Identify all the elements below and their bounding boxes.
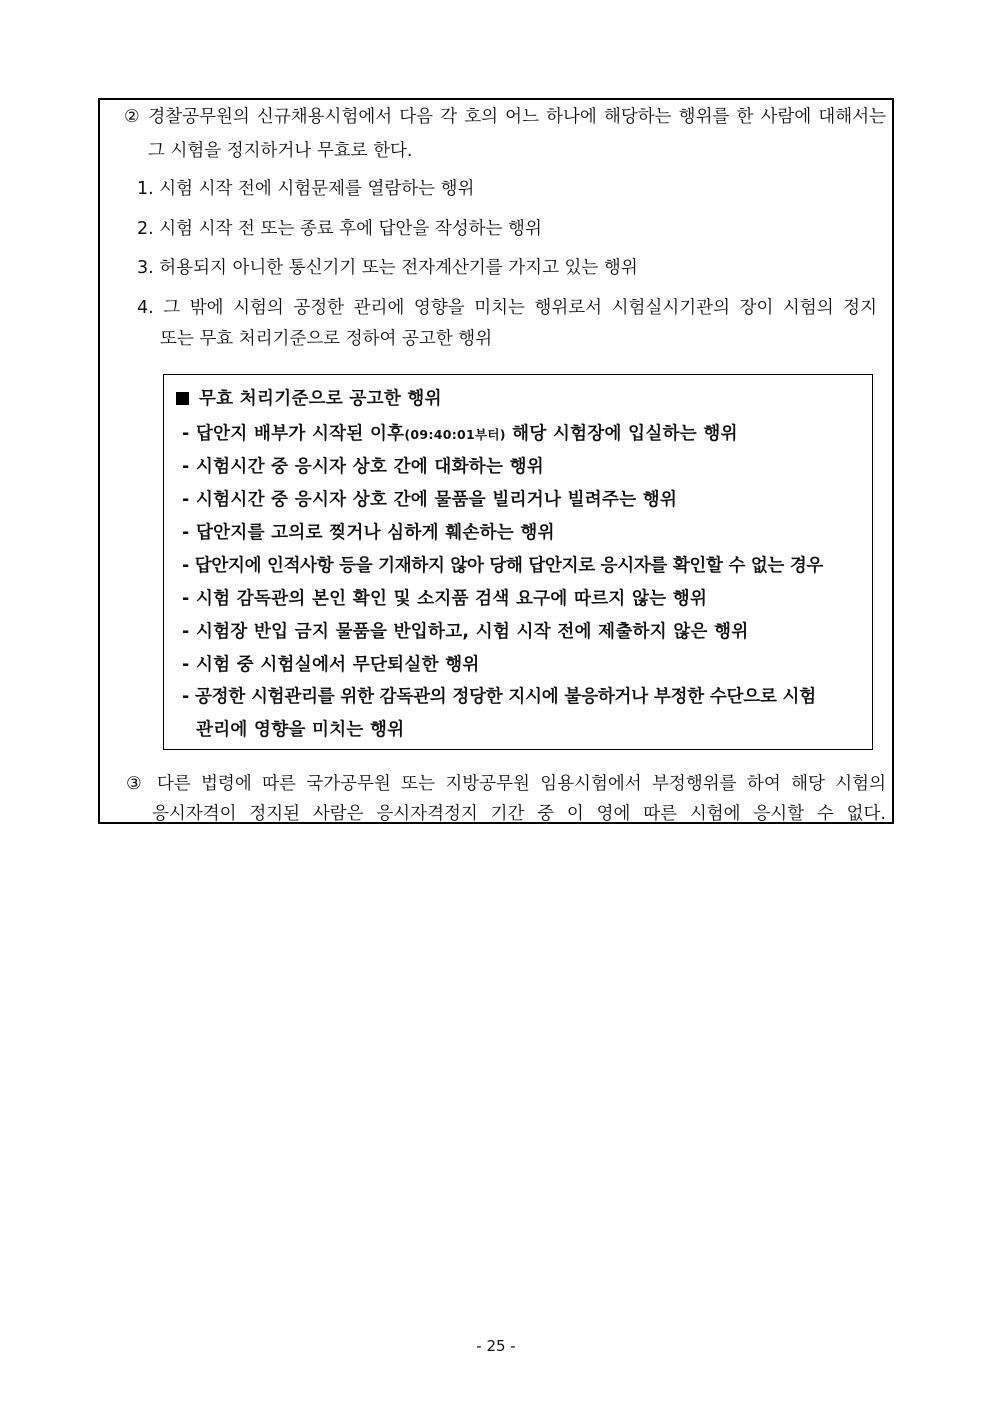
notice-rule-4: - 답안지를 고의로 찢거나 심하게 훼손하는 행위 — [182, 523, 555, 543]
notice-rule-1-start: - 답안지 배부가 시작된 이후 — [182, 424, 405, 444]
notice-rule-9-line-1: - 공정한 시험관리를 위한 감독관의 정당한 지시에 불응하거나 부정한 수단으로 시험 — [182, 687, 816, 707]
notice-rule-8: - 시험 중 시험실에서 무단퇴실한 행위 — [182, 655, 480, 675]
notice-rule-1-time: (09:40:01부터) — [404, 427, 506, 442]
item-4-line-2: 또는 무효 처리기준으로 정하여 공고한 행위 — [160, 329, 493, 349]
item-3: 3. 허용되지 아니한 통신기기 또는 전자계산기를 가지고 있는 행위 — [137, 258, 638, 278]
notice-heading-text: 무효 처리기준으로 공고한 행위 — [199, 389, 442, 409]
notice-heading — [176, 388, 442, 410]
notice-rule-3: - 시험시간 중 응시자 상호 간에 물품을 빌리거나 빌려주는 행위 — [182, 490, 678, 510]
notice-rule-9-line-2: 관리에 영향을 미치는 행위 — [196, 720, 405, 740]
page-number: - 25 - — [476, 1337, 516, 1355]
paragraph-2-line-1: ② 경찰공무원의 신규채용시험에서 다음 각 호의 어느 하나에 해당하는 행위를 한 사람에 대해서는 — [124, 107, 886, 127]
notice-rule-1-end: 해당 시험장에 입실하는 행위 — [505, 424, 738, 444]
paragraph-3-line-2: 응시자격이 정지된 사람은 응시자격정지 기간 중 이 영에 따른 시험에 응시할 수 없다. — [152, 804, 886, 824]
black-square-icon — [176, 392, 189, 405]
notice-rule-7: - 시험장 반입 금지 물품을 반입하고, 시험 시작 전에 제출하지 않은 행위 — [182, 622, 749, 642]
notice-rule-1 — [182, 423, 738, 446]
paragraph-2-line-2: 그 시험을 정지하거나 무효로 한다. — [148, 141, 413, 161]
item-2: 2. 시험 시작 전 또는 종료 후에 답안을 작성하는 행위 — [137, 219, 542, 239]
notice-rule-5: - 답안지에 인적사항 등을 기재하지 않아 당해 답안지로 응시자를 확인할 수 없는 경우 — [182, 556, 824, 576]
item-4-line-1: 4. 그 밖에 시험의 공정한 관리에 영향을 미치는 행위로서 시험실시기관의 장이 시험의 정지 — [137, 298, 877, 318]
notice-rule-2: - 시험시간 중 응시자 상호 간에 대화하는 행위 — [182, 457, 544, 477]
paragraph-3-line-1: ③ 다른 법령에 따른 국가공무원 또는 지방공무원 임용시험에서 부정행위를 하여 해당 시험의 — [126, 774, 886, 794]
notice-rule-6: - 시험 감독관의 본인 확인 및 소지품 검색 요구에 따르지 않는 행위 — [182, 589, 708, 609]
item-1: 1. 시험 시작 전에 시험문제를 열람하는 행위 — [137, 179, 475, 199]
